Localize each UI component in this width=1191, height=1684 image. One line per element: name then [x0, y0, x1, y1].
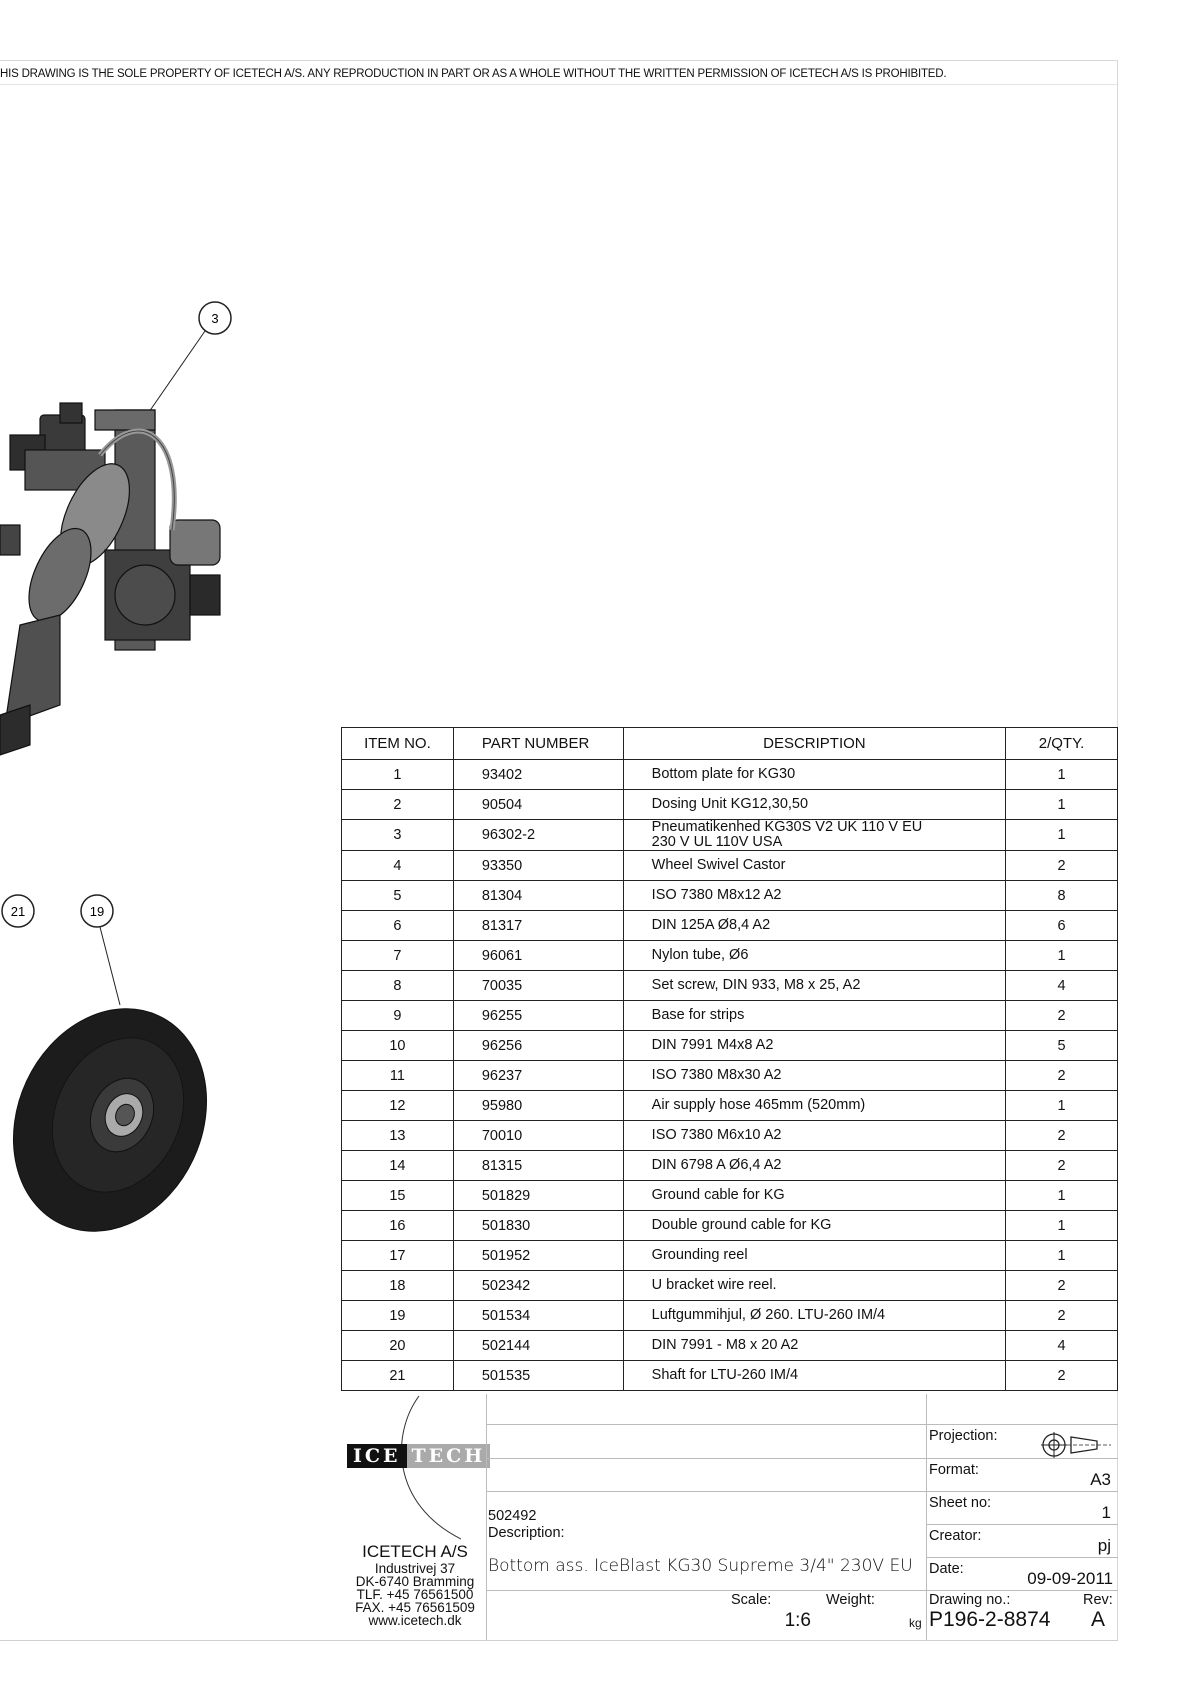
balloon-19-label: 19: [89, 904, 105, 919]
bom-part-number: 81315: [453, 1151, 623, 1181]
bom-item-no: 5: [342, 881, 454, 911]
sheet-label: Sheet no:: [929, 1495, 992, 1511]
bom-row: [342, 1151, 1118, 1181]
bom-description: [623, 1121, 1005, 1151]
wheel: [0, 977, 242, 1263]
bom-description-line: Air supply hose 465mm (520mm): [651, 1097, 866, 1113]
part-number: 502492: [488, 1508, 537, 1524]
bom-description-line: Shaft for LTU-260 IM/4: [651, 1367, 799, 1383]
address-city: DK-6740 Bramming: [355, 1574, 475, 1589]
bom-qty: 4: [1006, 1331, 1118, 1361]
date-value: 09-09-2011: [1027, 1569, 1113, 1588]
bom-qty: 2: [1006, 1301, 1118, 1331]
rev-label: Rev:: [1083, 1592, 1113, 1608]
bom-row: [342, 971, 1118, 1001]
bom-description: [623, 1361, 1005, 1391]
bom-row: [342, 1211, 1118, 1241]
bom-description: [623, 941, 1005, 971]
bom-description-line: Bottom plate for KG30: [651, 766, 796, 782]
bom-item-no: 6: [342, 911, 454, 941]
header-qty: 2/QTY.: [1006, 728, 1118, 760]
bom-row: [342, 941, 1118, 971]
bom-row: [342, 1241, 1118, 1271]
bom-qty: 1: [1006, 941, 1118, 971]
bom-row: [342, 1301, 1118, 1331]
bom-qty: 1: [1006, 760, 1118, 790]
bom-qty: 2: [1006, 1151, 1118, 1181]
bom-part-number: 81317: [453, 911, 623, 941]
creator-label: Creator:: [929, 1528, 982, 1544]
scale-value: 1:6: [784, 1610, 811, 1631]
frame-bottom-line: [0, 1640, 1118, 1641]
bom-description: [623, 851, 1005, 881]
bom-part-number: 501830: [453, 1211, 623, 1241]
creator-value: pj: [1097, 1536, 1111, 1555]
weight-unit: kg: [909, 1616, 922, 1630]
bom-item-no: 18: [342, 1271, 454, 1301]
bom-part-number: 501829: [453, 1181, 623, 1211]
balloon-21-label: 21: [10, 904, 26, 919]
bom-part-number: 96256: [453, 1031, 623, 1061]
bom-description: [623, 1241, 1005, 1271]
date-label: Date:: [929, 1561, 964, 1577]
bom-part-number: 96302-2: [453, 820, 623, 851]
bom-part-number: 501535: [453, 1361, 623, 1391]
bom-description-line-2: 230 V UL 110V USA: [651, 834, 783, 850]
bom-qty: 1: [1006, 1211, 1118, 1241]
bom-description-line: DIN 7991 - M8 x 20 A2: [651, 1337, 799, 1353]
bom-item-no: 11: [342, 1061, 454, 1091]
bom-part-number: 501952: [453, 1241, 623, 1271]
balloon-21: [2, 895, 34, 927]
bom-description: [623, 820, 1005, 851]
bom-item-no: 19: [342, 1301, 454, 1331]
bom-row: [342, 1361, 1118, 1391]
rev-value: A: [1091, 1608, 1106, 1631]
bom-qty: 2: [1006, 1121, 1118, 1151]
bom-qty: 2: [1006, 1061, 1118, 1091]
bom-part-number: 70010: [453, 1121, 623, 1151]
bom-item-no: 3: [342, 820, 454, 851]
bom-description-line: DIN 125A Ø8,4 A2: [651, 917, 771, 933]
bom-item-no: 9: [342, 1001, 454, 1031]
bom-description-line: Wheel Swivel Castor: [651, 857, 786, 873]
scale-label: Scale:: [731, 1592, 772, 1608]
bom-description-line: Ground cable for KG: [651, 1187, 785, 1203]
bom-qty: 2: [1006, 1001, 1118, 1031]
bom-description: [623, 1031, 1005, 1061]
header-part-number: PART NUMBER: [453, 728, 623, 760]
bom-description: [623, 1211, 1005, 1241]
bom-description-line: DIN 7991 M4x8 A2: [651, 1037, 774, 1053]
bom-description: [623, 1001, 1005, 1031]
bom-qty: 1: [1006, 1241, 1118, 1271]
weight-label: Weight:: [826, 1592, 875, 1608]
bom-qty: 8: [1006, 881, 1118, 911]
bom-description: [623, 1151, 1005, 1181]
bom-description-line: Double ground cable for KG: [651, 1217, 832, 1233]
bom-description-line: Nylon tube, Ø6: [651, 947, 749, 963]
bom-description: [623, 881, 1005, 911]
header-item-no: ITEM NO.: [342, 728, 454, 760]
bom-description-line: Dosing Unit KG12,30,50: [651, 796, 809, 812]
bom-item-no: 16: [342, 1211, 454, 1241]
description-label: Description:: [488, 1525, 565, 1541]
bom-part-number: 90504: [453, 790, 623, 820]
bom-qty: 1: [1006, 1091, 1118, 1121]
bom-item-no: 2: [342, 790, 454, 820]
format-label: Format:: [929, 1462, 979, 1478]
bom-qty: 2: [1006, 1361, 1118, 1391]
bom-item-no: 20: [342, 1331, 454, 1361]
bom-description: [623, 1091, 1005, 1121]
balloon-19: [81, 895, 120, 1005]
frame-top-line-inner: [0, 84, 1118, 85]
drawing-no-label: Drawing no.:: [929, 1592, 1011, 1608]
copyright-notice: HIS DRAWING IS THE SOLE PROPERTY OF ICETECH A/S. ANY REPRODUCTION IN PART OR AS A WHOLE WITHOUT THE WRITTEN PERMISSION OF ICETECH A/S IS PROHIBITED.: [0, 68, 947, 80]
bom-description: [623, 1331, 1005, 1361]
bom-row: [342, 881, 1118, 911]
bom-qty: 4: [1006, 971, 1118, 1001]
website: www.icetech.dk: [368, 1613, 462, 1628]
bom-qty: 1: [1006, 820, 1118, 851]
bom-description-line: U bracket wire reel.: [651, 1277, 777, 1293]
frame-top-line: [0, 60, 1118, 61]
bom-description-line: Base for strips: [651, 1007, 745, 1023]
bom-qty: 5: [1006, 1031, 1118, 1061]
bom-description: [623, 1301, 1005, 1331]
title-block: [341, 1394, 1118, 1640]
bom-qty: 6: [1006, 911, 1118, 941]
bom-part-number: 502144: [453, 1331, 623, 1361]
bom-item-no: 21: [342, 1361, 454, 1391]
bom-row: [342, 851, 1118, 881]
bom-qty: 2: [1006, 1271, 1118, 1301]
bom-qty: 1: [1006, 1181, 1118, 1211]
bom-row: [342, 1331, 1118, 1361]
drawing-description: Bottom ass. IceBlast KG30 Supreme 3/4" 230V EU: [488, 1556, 913, 1576]
bom-description: [623, 971, 1005, 1001]
bom-description-line: ISO 7380 M8x30 A2: [651, 1067, 782, 1083]
bom-row: [342, 1001, 1118, 1031]
header-description: DESCRIPTION: [623, 728, 1005, 760]
bom-description-line: Luftgummihjul, Ø 260. LTU-260 IM/4: [651, 1307, 886, 1323]
bom-part-number: 96237: [453, 1061, 623, 1091]
bom-part-number: 501534: [453, 1301, 623, 1331]
logo-arc: [401, 1394, 461, 1544]
pneumatic-unit: [0, 403, 220, 755]
bom-item-no: 12: [342, 1091, 454, 1121]
bom-part-number: 93402: [453, 760, 623, 790]
drawing-no-value: P196-2-8874: [929, 1608, 1051, 1631]
bom-item-no: 14: [342, 1151, 454, 1181]
assembly-drawing: [0, 285, 330, 1265]
phone: TLF. +45 76561500: [356, 1587, 474, 1602]
bom-row: [342, 1121, 1118, 1151]
bom-item-no: 10: [342, 1031, 454, 1061]
bom-description-line: ISO 7380 M8x12 A2: [651, 887, 782, 903]
bom-row: [342, 1271, 1118, 1301]
bom-row: [342, 820, 1118, 851]
bom-description: [623, 790, 1005, 820]
address-street: Industrivej 37: [374, 1561, 456, 1576]
bom-description-line: ISO 7380 M6x10 A2: [651, 1127, 782, 1143]
bom-description: [623, 760, 1005, 790]
bom-row: [342, 790, 1118, 820]
company-address: [341, 1542, 489, 1627]
bom-row: [342, 760, 1118, 790]
bom-description: [623, 1181, 1005, 1211]
bom-part-number: 93350: [453, 851, 623, 881]
bom-item-no: 8: [342, 971, 454, 1001]
bom-description-line: Set screw, DIN 933, M8 x 25, A2: [651, 977, 861, 993]
balloon-3-label: 3: [211, 311, 219, 326]
bom-description: [623, 1271, 1005, 1301]
bom-row: [342, 1181, 1118, 1211]
bom-row: [342, 911, 1118, 941]
bom-part-number: 502342: [453, 1271, 623, 1301]
bom-item-no: 4: [342, 851, 454, 881]
icetech-logo: ICE TECH: [347, 1444, 490, 1468]
bom-description: [623, 1061, 1005, 1091]
bom-row: [342, 1091, 1118, 1121]
format-value: A3: [1090, 1470, 1111, 1489]
bill-of-materials-table: [341, 727, 1118, 1391]
bom-item-no: 1: [342, 760, 454, 790]
company-name: ICETECH A/S: [362, 1542, 468, 1561]
bom-qty: 1: [1006, 790, 1118, 820]
projection-label: Projection:: [929, 1428, 998, 1444]
bom-description-line: Pneumatikenhed KG30S V2 UK 110 V EU: [651, 819, 923, 835]
balloon-3: [140, 302, 231, 425]
bom-part-number: 81304: [453, 881, 623, 911]
bom-item-no: 17: [342, 1241, 454, 1271]
bom-part-number: 70035: [453, 971, 623, 1001]
bom-row: [342, 1061, 1118, 1091]
bom-description: [623, 911, 1005, 941]
bom-item-no: 7: [342, 941, 454, 971]
bom-part-number: 96255: [453, 1001, 623, 1031]
bom-description-line: DIN 6798 A Ø6,4 A2: [651, 1157, 782, 1173]
bom-part-number: 96061: [453, 941, 623, 971]
bom-part-number: 95980: [453, 1091, 623, 1121]
bom-qty: 2: [1006, 851, 1118, 881]
bom-description-line: Grounding reel: [651, 1247, 748, 1263]
fax: FAX. +45 76561509: [355, 1600, 475, 1615]
sheet-value: 1: [1101, 1503, 1111, 1522]
third-angle-projection-icon: [1041, 1432, 1113, 1458]
bom-item-no: 15: [342, 1181, 454, 1211]
bom-item-no: 13: [342, 1121, 454, 1151]
bom-header-row: [342, 728, 1118, 760]
bom-row: [342, 1031, 1118, 1061]
